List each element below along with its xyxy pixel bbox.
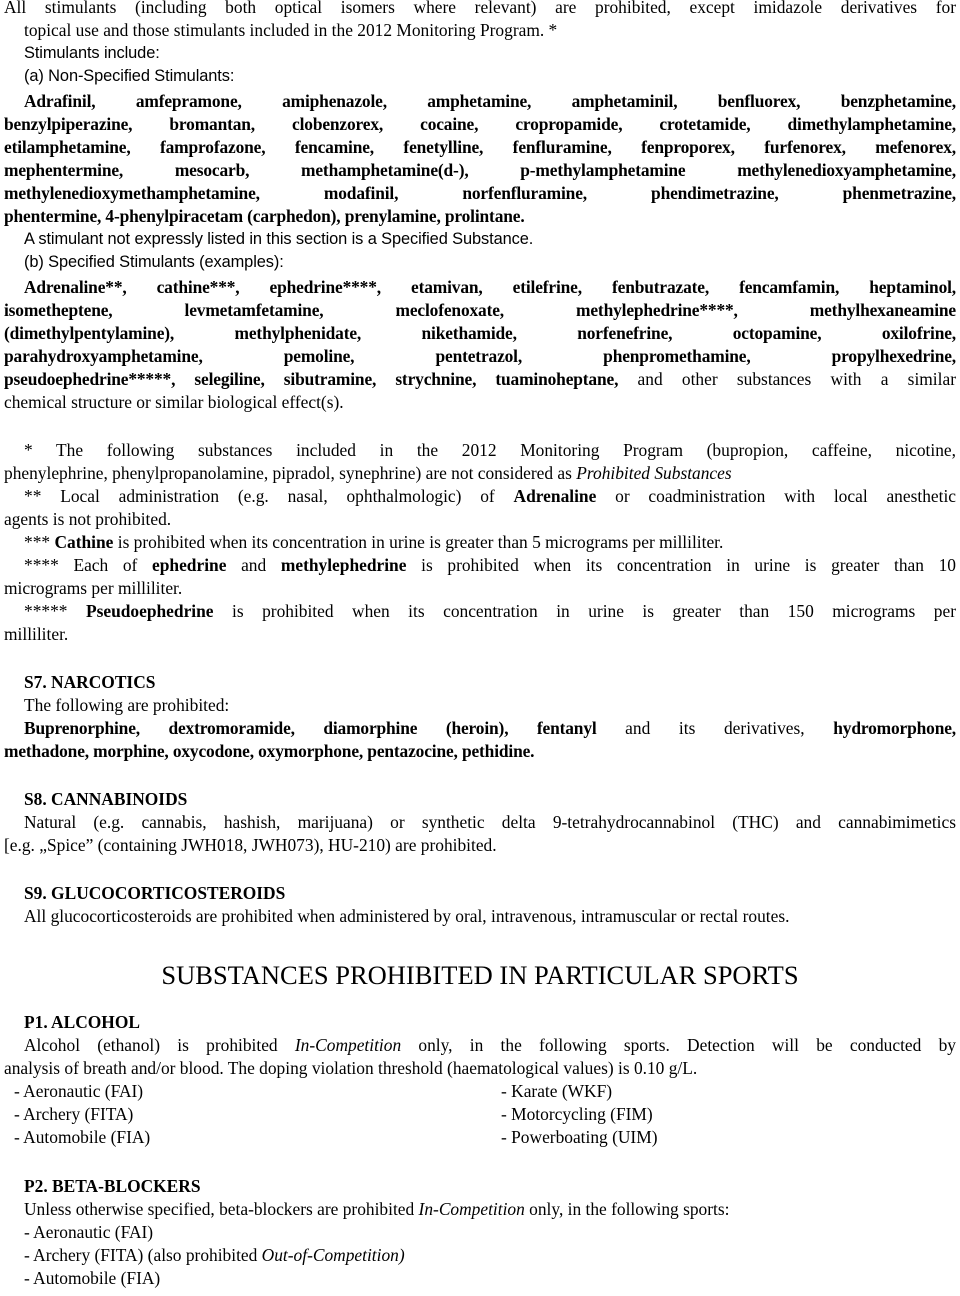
footnote-bold: Adrenaline <box>513 486 597 506</box>
p2-text: Unless otherwise specified, beta-blockers are prohibited <box>24 1199 419 1219</box>
section-title-p2: P2. BETA-BLOCKERS <box>24 1176 201 1196</box>
p2-text: only, in the following sports: <box>524 1199 730 1219</box>
substance-list-line: phentermine, 4-phenylpiracetam (carphedon), prenylamine, prolintane. <box>4 206 525 226</box>
p1-text: only, in the following sports. Detection will be conducted by <box>401 1035 956 1055</box>
sport-italic: Out-of-Competition) <box>261 1245 405 1265</box>
s9-line: All glucocorticosteroids are prohibited when administered by oral, intravenous, intramuscular or rectal routes. <box>24 906 790 926</box>
footnote-text: ***** <box>24 601 86 621</box>
substance-list-line: isometheptene, levmetamfetamine, meclofenoxate, methylephedrine****, methylhexaneamine <box>4 300 956 320</box>
sport-list-item: - Archery (FITA) <box>14 1104 134 1124</box>
substance-list-line: mephentermine, mesocarb, methamphetamine(d-), p-methylamphetamine methylenedioxyamphetamine, <box>4 160 956 180</box>
s8-line: [e.g. „Spice” (containing JWH018, JWH073), HU-210) are prohibited. <box>4 835 497 855</box>
footnote-text: **** Each of <box>24 555 153 575</box>
footnote-italic: Prohibited Substances <box>576 463 732 483</box>
footnote-line: agents is not prohibited. <box>4 509 172 529</box>
footnote-text: phenylephrine, phenylpropanolamine, pipradol, synephrine) are not considered as <box>4 463 577 483</box>
intro-line: All stimulants (including both optical isomers where relevant) are prohibited, except imidazole derivatives for <box>4 0 956 17</box>
sport-list-item: - Powerboating (UIM) <box>501 1127 658 1147</box>
sports-heading: SUBSTANCES PROHIBITED IN PARTICULAR SPORTS <box>161 960 799 990</box>
section-title-s9: S9. GLUCOCORTICOSTEROIDS <box>24 883 286 903</box>
substance-list-line: Adrenaline**, cathine***, ephedrine****, etamivan, etilefrine, fenbutrazate, fencamfamin, heptaminol, <box>24 277 956 297</box>
intro-line: topical use and those stimulants included in the 2012 Monitoring Program. * <box>24 20 558 40</box>
footnote-line <box>24 485 956 508</box>
section-title-s8: S8. CANNABINOIDS <box>24 789 188 809</box>
footnote-line: milliliter. <box>4 624 69 644</box>
substance-list-line: methylenedioxymethamphetamine, modafinil, norfenfluramine, phendimetrazine, phenmetrazine, <box>4 183 956 203</box>
footnote-bold: ephedrine <box>152 555 227 575</box>
substance-list-line: etilamphetamine, famprofazone, fencamine, fenetylline, fenfluramine, fenproporex, furfenorex, mefenorex, <box>4 137 956 157</box>
footnote-text: or coadministration with local anesthetic <box>596 486 956 506</box>
s7-line: methadone, morphine, oxycodone, oxymorphone, pentazocine, pethidine. <box>4 741 535 761</box>
footnote-line: micrograms per milliliter. <box>4 578 183 598</box>
specified-heading: (b) Specified Stimulants (examples): <box>24 253 284 271</box>
footnote-text: and <box>226 555 281 575</box>
footnote-bold: Pseudoephedrine <box>85 601 214 621</box>
substance-list-line <box>4 368 956 391</box>
footnote-line <box>4 462 732 485</box>
sport-list-item: - Aeronautic (FAI) <box>24 1222 154 1242</box>
p2-italic: In-Competition <box>418 1199 525 1219</box>
substance-tail: and other substances with a similar <box>618 369 956 389</box>
footnote-bold: Cathine <box>54 532 114 552</box>
footnote-text: ** Local administration (e.g. nasal, ophthalmologic) of <box>24 486 514 506</box>
substance-list-line: (dimethylpentylamine), methylphenidate, nikethamide, norfenefrine, octopamine, oxilofrine, <box>4 323 956 343</box>
footnote-text: is prohibited when its concentration in urine is greater than 10 <box>406 555 956 575</box>
substance-list-line: parahydroxyamphetamine, pemoline, pentetrazol, phenpromethamine, propylhexedrine, <box>4 346 956 366</box>
substance-names: pseudoephedrine*****, selegiline, sibutramine, strychnine, tuaminoheptane, <box>4 369 619 389</box>
s7-bold: hydromorphone, <box>833 718 956 738</box>
sport-list-item <box>24 1244 405 1267</box>
section-title-s7: S7. NARCOTICS <box>24 672 156 692</box>
s7-intro: The following are prohibited: <box>24 695 230 715</box>
p1-italic: In-Competition <box>294 1035 402 1055</box>
footnote-text: is prohibited when its concentration in urine is greater than 5 micrograms per milliliter. <box>113 532 724 552</box>
p1-line: analysis of breath and/or blood. The doping violation threshold (haematological values) is 0.10 g/L. <box>4 1058 698 1078</box>
sport-list-item: - Karate (WKF) <box>501 1081 613 1101</box>
sport-list-item: - Automobile (FIA) <box>14 1127 151 1147</box>
sport-list-item: - Motorcycling (FIM) <box>501 1104 653 1124</box>
stimulants-include: Stimulants include: <box>24 44 160 62</box>
footnote-text: *** <box>24 532 55 552</box>
substance-list-line: Adrafinil, amfepramone, amiphenazole, amphetamine, amphetaminil, benfluorex, benzphetamine, <box>24 91 956 111</box>
substance-list-line: benzylpiperazine, bromantan, clobenzorex, cocaine, cropropamide, crotetamide, dimethylamphetamine, <box>4 114 956 134</box>
sport-text: - Archery (FITA) (also prohibited <box>24 1245 262 1265</box>
section-title-p1: P1. ALCOHOL <box>24 1012 140 1032</box>
s8-line: Natural (e.g. cannabis, hashish, marijuana) or synthetic delta 9-tetrahydrocannabinol (THC) and cannabimimetics <box>24 812 956 832</box>
s7-text: and its derivatives, <box>596 718 834 738</box>
sport-list-item: - Automobile (FIA) <box>24 1268 161 1288</box>
footnote-line <box>24 531 723 554</box>
footnote-line: * The following substances included in the 2012 Monitoring Program (bupropion, caffeine, nicotine, <box>24 440 956 460</box>
p1-line <box>24 1034 956 1057</box>
footnote-text: is prohibited when its concentration in urine is greater than 150 micrograms per <box>213 601 957 621</box>
sport-list-item: - Aeronautic (FAI) <box>14 1081 144 1101</box>
p1-text: Alcohol (ethanol) is prohibited <box>24 1035 295 1055</box>
s7-bold: Buprenorphine, dextromoramide, diamorphine (heroin), fentanyl <box>24 718 597 738</box>
p2-line <box>24 1198 729 1221</box>
non-specified-heading: (a) Non-Specified Stimulants: <box>24 67 235 85</box>
substance-list-line: chemical structure or similar biological effect(s). <box>4 392 344 412</box>
footnote-line <box>24 554 956 577</box>
s7-line <box>24 717 956 740</box>
specified-note: A stimulant not expressly listed in this section is a Specified Substance. <box>24 230 534 248</box>
footnote-bold: methylephedrine <box>280 555 407 575</box>
footnote-line <box>24 600 956 623</box>
